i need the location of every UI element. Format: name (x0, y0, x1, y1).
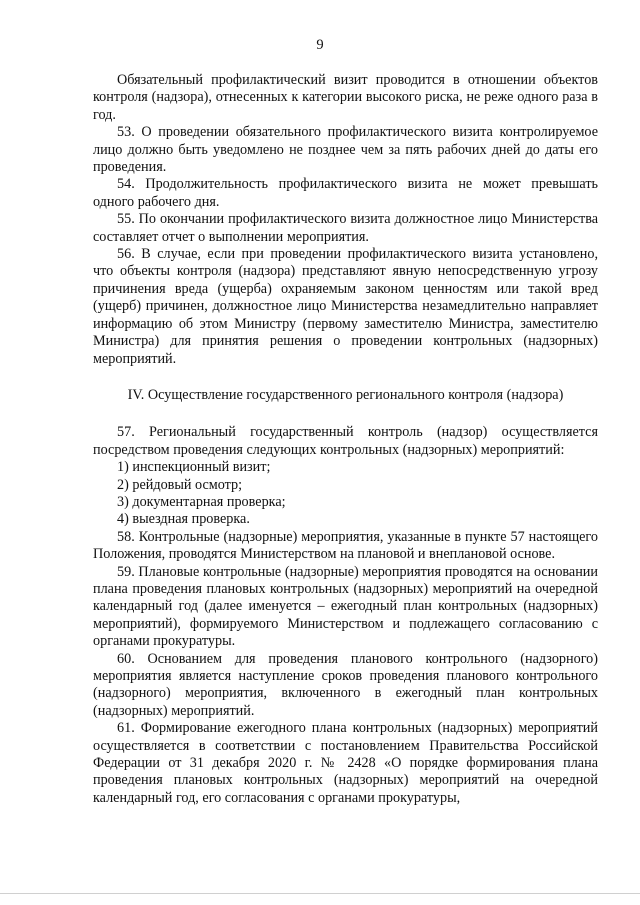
paragraph-61: 61. Формирование ежегодного плана контрольных (надзорных) мероприятий осуществляется в соответствии с постановлением Правительства Российской Федерации от 31 декабря 2020 г. № 2428 «О порядке формирования плана проведения плановых контрольных (надзорных) мероприятий на очередной календарный год, его согласования с органами прокуратуры, (93, 720, 598, 806)
section-heading: IV. Осуществление государственного регионального контроля (надзора) (127, 386, 564, 403)
paragraph-53: 53. О проведении обязательного профилактического визита контролируемое лицо должно быть уведомлено не позднее чем за пять рабочих дней до даты его проведения. (93, 124, 598, 176)
list-item: 4) выездная проверка. (117, 511, 250, 528)
paragraph-57: 57. Региональный государственный контроль (надзор) осуществляется посредством проведения следующих контрольных (надзорных) мероприятий: (93, 424, 598, 458)
paragraph-59: 59. Плановые контрольные (надзорные) мероприятия проводятся на основании плана проведения плановых контрольных (надзорных) мероприятий на очередной календарный год (далее именуется – ежегодный план контрольных (надзорных) мероприятий), формируемого Министерством и подлежащего согласованию с органами прокуратуры. (93, 563, 598, 650)
paragraph-58: 58. Контрольные (надзорные) мероприятия, указанные в пункте 57 настоящего Положения, проводятся Министерством на плановой и внеплановой основе. (93, 528, 598, 563)
list-item: 2) рейдовый осмотр; (117, 476, 243, 493)
paragraph-60: 60. Основанием для проведения планового контрольного (надзорного) мероприятия является наступление сроков проведения планового контрольного (надзорного) мероприятия, включенного в ежегодный план контрольных (надзорных) мероприятий. (93, 650, 598, 719)
paragraph-54: 54. Продолжительность профилактического визита не может превышать одного рабочего дня. (93, 176, 598, 210)
list-item: 1) инспекционный визит; (117, 459, 271, 476)
paragraph-52-continuation: Обязательный профилактический визит проводится в отношении объектов контроля (надзора), отнесенных к категории высокого риска, не реже одного раза в год. (93, 72, 598, 123)
paragraph-56: 56. В случае, если при проведении профилактического визита установлено, что объекты контроля (надзора) представляют явную непосредственную угрозу причинения вреда (ущерба) охраняемым законом ценностям или такой вред (ущерб) причинен, должностное лицо Министерства незамедлительно направляет информацию об этом Министру (первому заместителю Министра, заместителю Министра) для принятия решения о проведении контрольных (надзорных) мероприятий. (93, 246, 598, 367)
list-item: 3) документарная проверка; (117, 493, 286, 510)
scan-edge-line (0, 893, 640, 894)
page-number: 9 (316, 37, 324, 53)
document-body (93, 72, 598, 807)
paragraph-55: 55. По окончании профилактического визита должностное лицо Министерства составляет отчет о выполнении мероприятия. (93, 211, 598, 245)
